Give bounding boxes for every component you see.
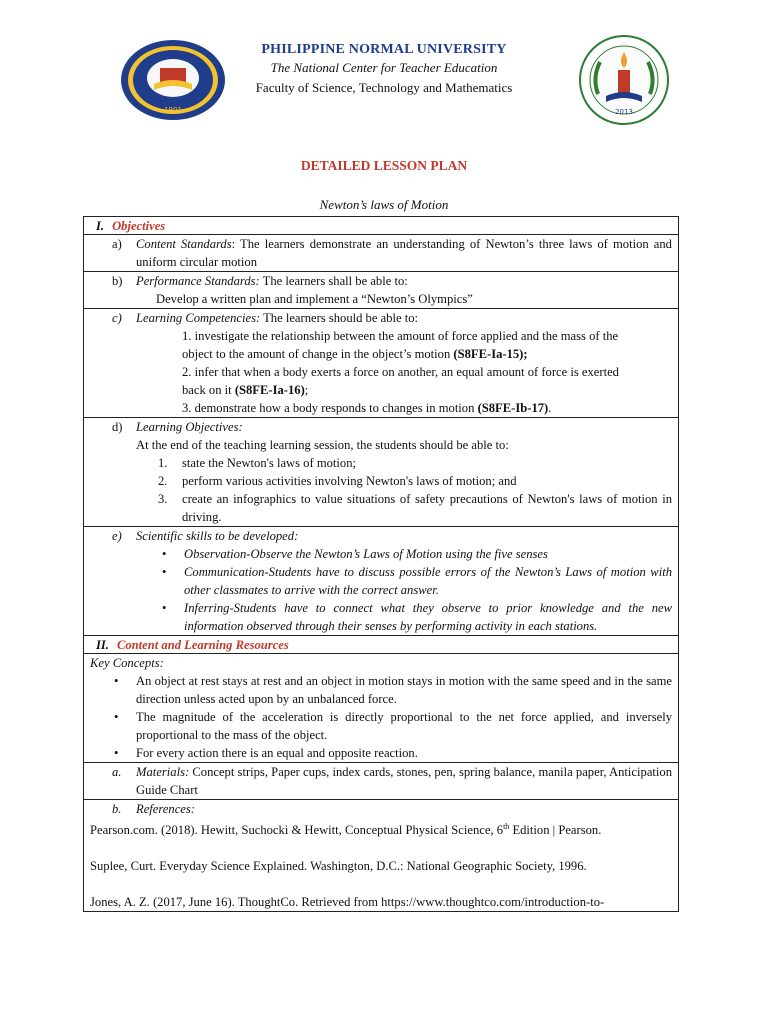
competency-code: (S8FE-Ib-17)	[477, 401, 549, 415]
references-label: References:	[136, 802, 195, 816]
competency-item-2: 2. infer that when a body exerts a force on another, an equal amount of force is exerted back on it (S8FE-Ia-16);	[182, 365, 619, 397]
learning-objectives-row	[84, 418, 678, 527]
performance-standards-detail: Develop a written plan and implement a “Newton’s Olympics”	[156, 292, 473, 306]
learning-competencies-text: The learners should be able to:	[260, 311, 419, 325]
item-letter: e)	[112, 529, 122, 543]
section-title: Objectives	[112, 219, 166, 233]
skill-item: • Inferring-Students have to connect what they observe to prior knowledge and the new information observed through their senses by performing activity in each stations.	[162, 601, 672, 633]
university-name: PHILIPPINE NORMAL UNIVERSITY	[261, 42, 507, 57]
materials-row	[84, 763, 678, 800]
skill-item: • Communication-Students have to discuss possible errors of the Newton’s Laws of motion with other classmates to arrive with the correct answer.	[162, 565, 672, 597]
materials-label: Materials:	[136, 765, 190, 779]
competency-code: (S8FE-Ia-16)	[234, 383, 305, 397]
reference-item: Pearson.com. (2018). Hewitt, Suchocki & Hewitt, Conceptual Physical Science, 6th Edition | Pearson.	[90, 822, 602, 838]
faculty-name: Faculty of Science, Technology and Mathematics	[255, 80, 513, 95]
performance-standards-label: Performance Standards:	[136, 274, 260, 288]
key-concept-item: • The magnitude of the acceleration is directly proportional to the net force applied, and inversely proportional to the mass of the object.	[114, 710, 672, 742]
item-letter: c)	[112, 311, 122, 325]
key-concept-item: • An object at rest stays at rest and an object in motion stays in motion with the same speed and in the same direction unless acted upon by an unbalanced force.	[114, 674, 672, 706]
performance-standards-row	[84, 272, 678, 309]
learning-competencies-label: Learning Competencies:	[136, 311, 261, 325]
item-letter: b.	[112, 802, 122, 816]
references-row	[84, 800, 678, 911]
key-concepts-row	[84, 654, 678, 763]
document-subtitle: Newton’s laws of Motion	[319, 197, 449, 212]
objective-item: 1. state the Newton's laws of motion;	[158, 456, 357, 470]
content-standards-row	[84, 235, 678, 272]
competency-code: (S8FE-Ia-15);	[453, 347, 528, 361]
reference-item: Suplee, Curt. Everyday Science Explained. Washington, D.C.: National Geographic Society, 1996.	[90, 859, 587, 874]
objective-item: 3. create an infographics to value situations of safety precautions of Newton's laws of motion in driving.	[158, 492, 672, 524]
competency-item-1: 1. investigate the relationship between the amount of force applied and the mass of the object to the amount of change in the object’s motion (S8FE-Ia-15);	[182, 329, 619, 361]
lesson-plan-table	[83, 216, 679, 912]
section-objectives-heading	[84, 217, 678, 235]
objective-item: 2. perform various activities involving Newton's laws of motion; and	[158, 474, 517, 488]
seal-right-year: 2013	[615, 108, 633, 116]
section-number: II.	[96, 638, 109, 652]
section-number: I.	[96, 219, 105, 233]
key-concepts-label: Key Concepts:	[90, 656, 164, 670]
performance-standards-text: The learners shall be able to:	[259, 274, 408, 288]
content-standards-label: Content Standards	[136, 237, 232, 251]
scientific-skills-row	[84, 527, 678, 636]
content-standards-text: : The learners demonstrate an understanding of Newton’s three laws of motion and uniform circular motion	[136, 237, 672, 269]
item-letter: b)	[112, 274, 123, 288]
section-content-heading	[84, 636, 678, 654]
university-tagline: The National Center for Teacher Education	[270, 60, 498, 75]
item-letter: a)	[112, 237, 122, 251]
learning-competencies-row	[84, 309, 678, 418]
materials-text: Concept strips, Paper cups, index cards, stones, pen, spring balance, manila paper, Anticipation Guide Chart	[136, 765, 672, 797]
reference-item: Jones, A. Z. (2017, June 16). ThoughtCo. Retrieved from https://www.thoughtco.com/introduction-to-	[90, 895, 605, 910]
key-concept-item: • For every action there is an equal and opposite reaction.	[114, 746, 418, 760]
skill-item: • Observation-Observe the Newton’s Laws of Motion using the five senses	[162, 547, 548, 561]
scientific-skills-label: Scientific skills to be developed:	[136, 529, 299, 543]
competency-item-3: 3. demonstrate how a body responds to changes in motion (S8FE-Ib-17).	[182, 401, 552, 415]
section-title: Content and Learning Resources	[116, 638, 289, 652]
document-title: DETAILED LESSON PLAN	[300, 158, 468, 173]
item-letter: d)	[112, 420, 123, 434]
seal-left-year: 1901	[164, 106, 182, 114]
item-letter: a.	[112, 765, 122, 779]
learning-objectives-intro: At the end of the teaching learning session, the students should be able to:	[136, 438, 509, 452]
learning-objectives-label: Learning Objectives:	[136, 420, 243, 434]
